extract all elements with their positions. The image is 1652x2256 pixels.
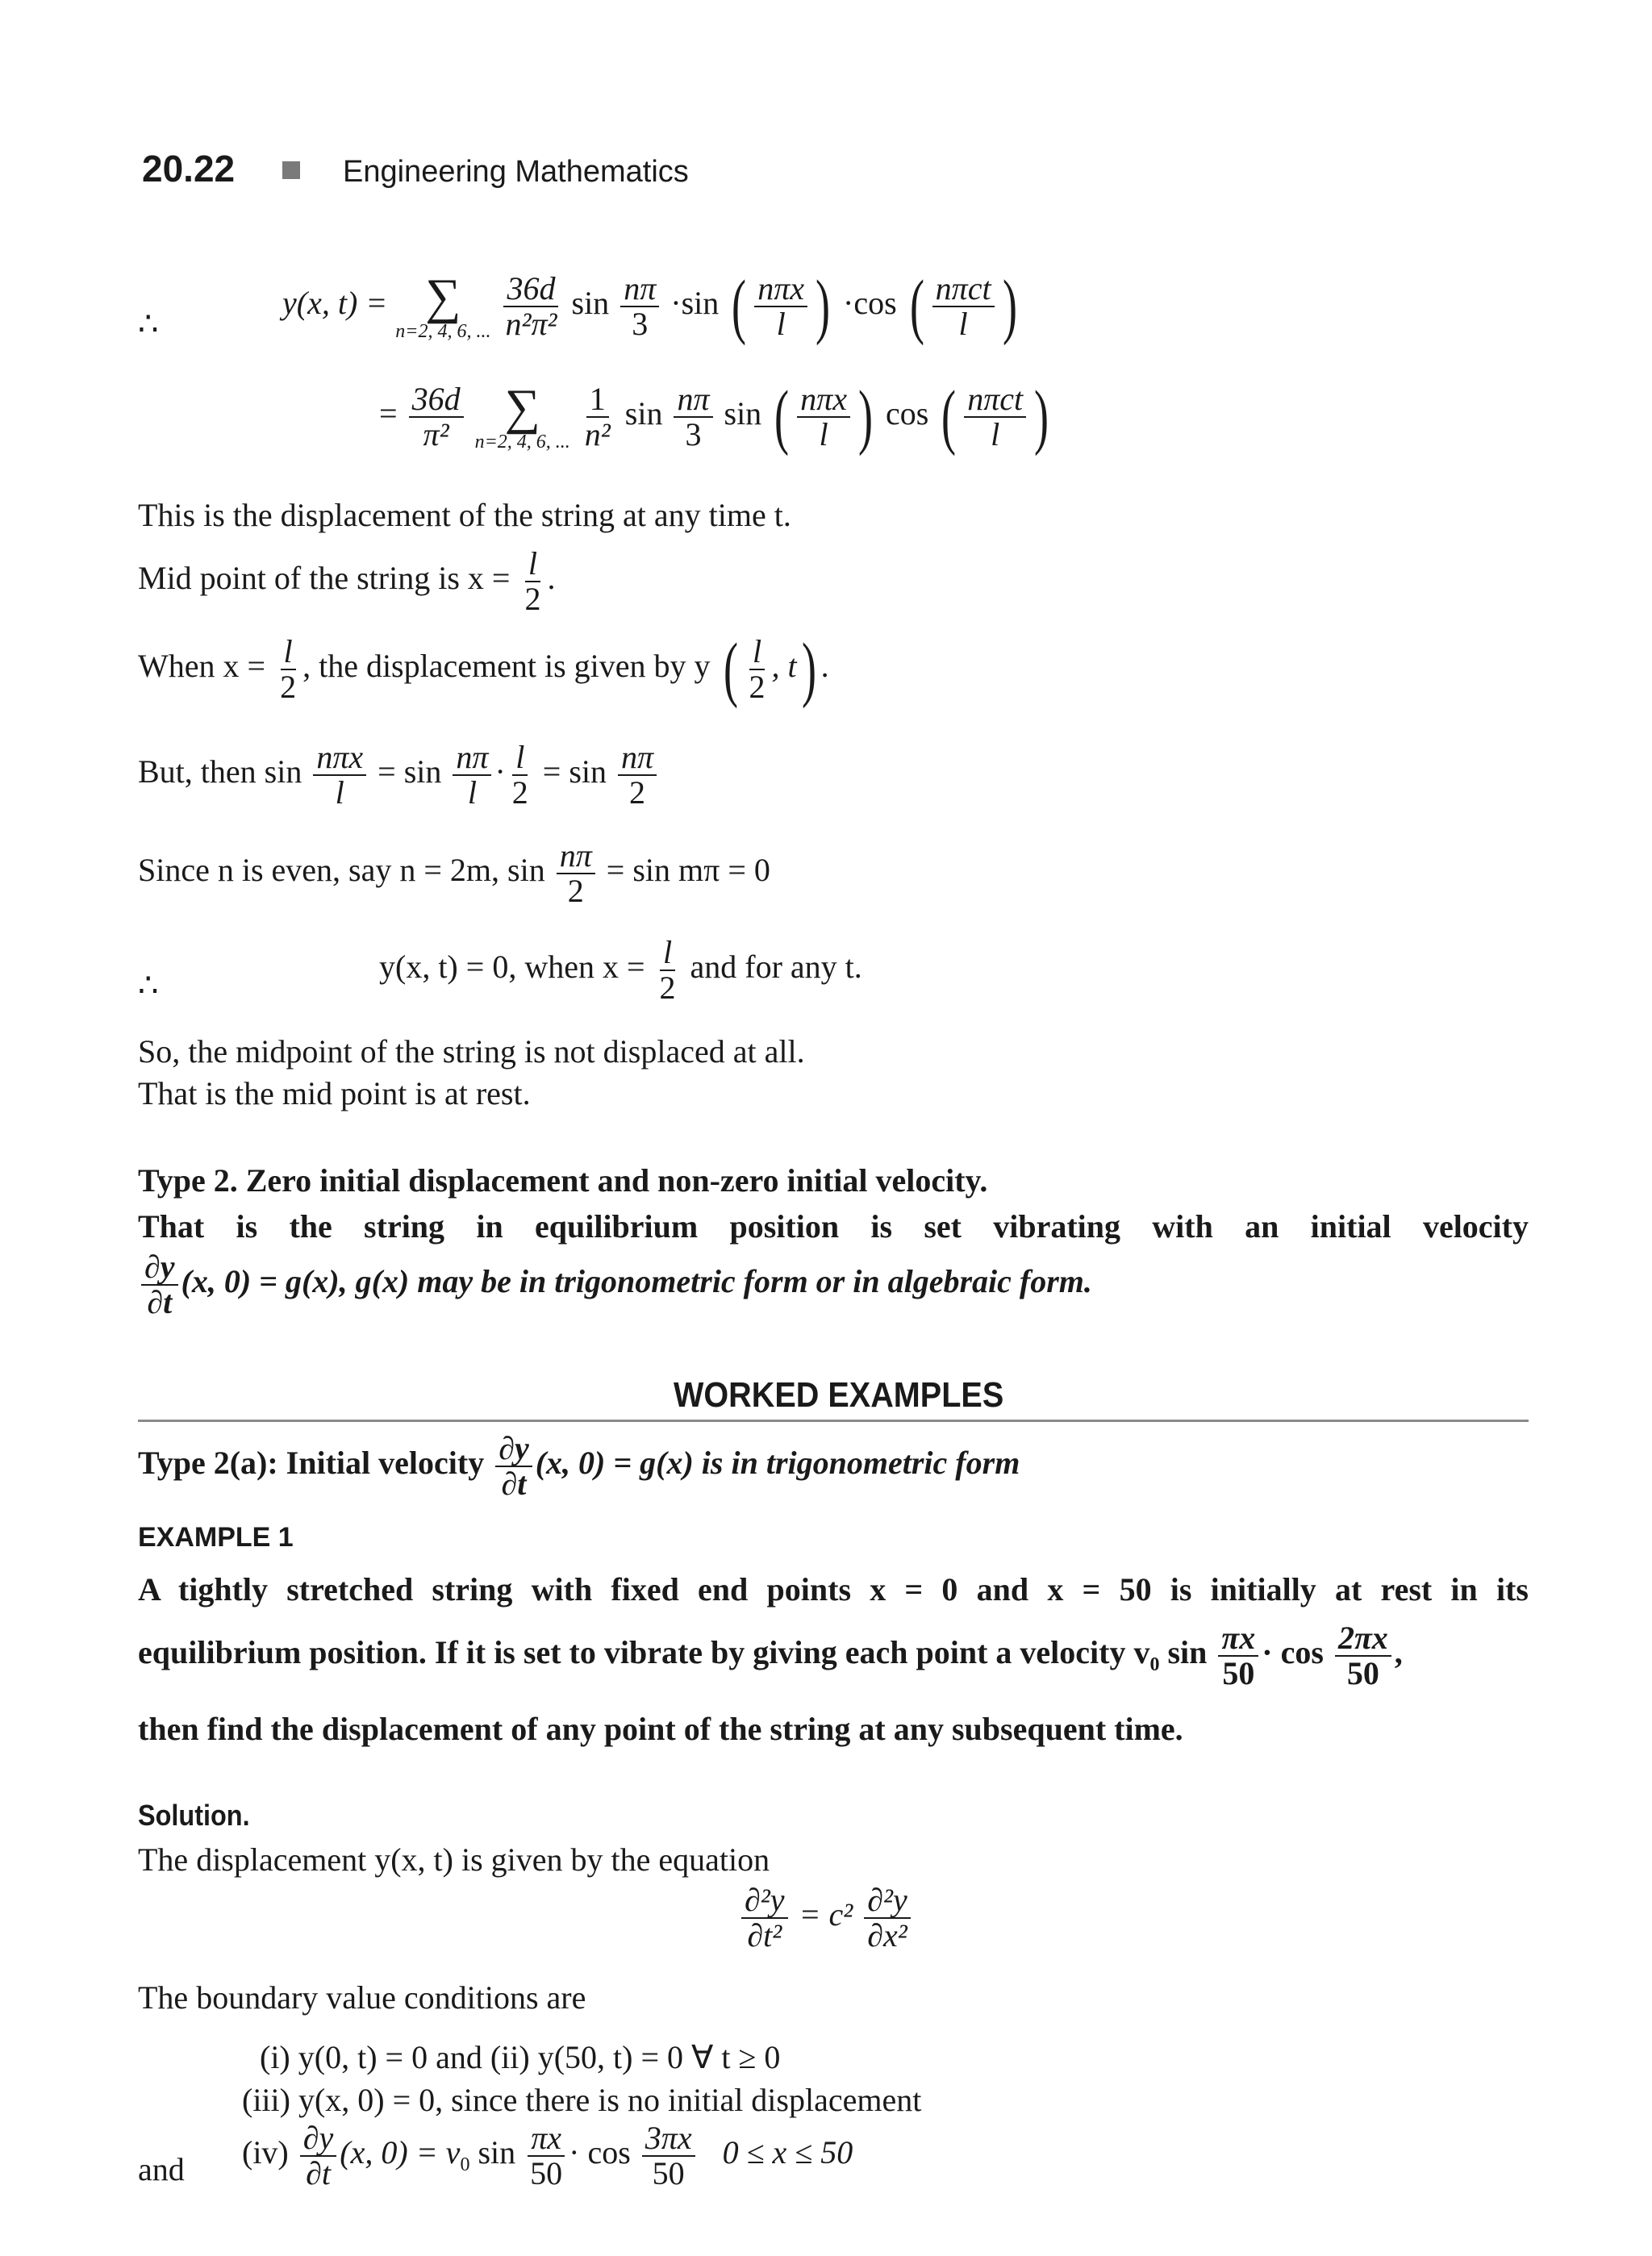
- example-label: EXAMPLE 1: [138, 1522, 294, 1553]
- example-line3: then find the displacement of any point of the string at any subsequent time.: [138, 1711, 1183, 1747]
- therefore-symbol-2: ∴: [138, 967, 159, 1003]
- type2-heading: Type 2. Zero initial displacement and non-zero initial velocity.: [138, 1162, 988, 1199]
- book-title: Engineering Mathematics: [343, 155, 689, 189]
- solution-intro: The displacement y(x, t) is given by the equation: [138, 1841, 770, 1878]
- when-line: When x = $\frac{l}{2}$ , the displacement is given by y ( $\frac{l}{2}$ , t) .: [138, 629, 829, 709]
- result-line: y(x, t) = 0, when x = $\frac{l}{2}$ and for any t.: [379, 934, 862, 1006]
- since-line: Since n is even, say n = 2m, sin $\frac{n\pi}{2}$ = sin mπ = 0: [138, 837, 770, 909]
- page-number: 20.22: [142, 148, 236, 190]
- type2-line2: That is the string in equilibrium position is set vibrating with an initial velocity: [138, 1208, 1529, 1245]
- condition-3: (iii) y(x, 0) = 0, since there is no initial displacement: [242, 2082, 922, 2118]
- not-displaced-text: So, the midpoint of the string is not displaced at all.: [138, 1033, 805, 1070]
- summation-symbol-2: ∑ n=2, 4, 6, ...: [474, 380, 570, 452]
- solution-label: Solution.: [138, 1799, 250, 1832]
- but-then-line: But, then sin $\frac{\text{nπx}}{l}$ = sin $\frac{n\pi}{l}$ · $\frac{l}{2}$ = sin $\frac{n\pi}{2}$: [138, 740, 660, 810]
- section-divider: [138, 1420, 1529, 1422]
- example-line1: A tightly stretched string with fixed end points x = 0 and x = 50 is initially at rest in its: [138, 1571, 1529, 1608]
- type2a-heading: Type 2(a): Initial velocity $\frac{\partial y}{\partial t}$ (x, 0) = g(x) is in trigonometric form: [138, 1430, 1020, 1502]
- at-rest-text: That is the mid point is at rest.: [138, 1075, 531, 1111]
- header-square-icon: [282, 161, 300, 179]
- therefore-symbol-1: ∴: [138, 306, 159, 342]
- example-line2: equilibrium position. If it is set to vibrate by giving each point a velocity $v_0$ sin $\frac{\pi x}{50}$ · cos $\frac{2\pi x}{50}$ ,: [138, 1620, 1403, 1691]
- equation-1: y(x, t) = ∑ n=2, 4, 6, ... $\frac{36d}{\text{n²π²}}$ sin $\frac{n\pi}{3}$ ·sin ( $\frac{\text{nπx}}{l}$ ) ·cos ( $\frac{\text{nπct}}{l}$ ): [282, 266, 1017, 346]
- condition-1-2: (i) y(0, t) = 0 and (ii) y(50, t) = 0 ∀ t ≥ 0: [260, 2039, 781, 2075]
- midpoint-line: Mid point of the string is x = $\frac{l}{2}$ .: [138, 545, 556, 617]
- boundary-text: The boundary value conditions are: [138, 1979, 586, 2016]
- condition-4: (iv) $\frac{\partial y}{\partial t}$ (x, $0) = v_0$ sin $\frac{\pi x}{50}$ · cos $\frac{3\pi x}{50}$ 0 ≤ x ≤ 50: [242, 2120, 853, 2191]
- displacement-text: This is the displacement of the string at any time t.: [138, 497, 791, 533]
- equation-2: = $\frac{36d}{\text{π²}}$ ∑ n=2, 4, 6, ... $\frac{1}{\text{n²}}$ sin $\frac{n\pi}{3}$ sin ( $\frac{\text{nπx}}{l}$ ) cos ( $\frac{\text{nπct}}{l}$ ): [379, 377, 1049, 457]
- type2-line3: $\frac{\partial y}{\partial t}$ (x, 0) = g(x), g(x) may be in trigonometric form or in algebraic form.: [138, 1250, 1092, 1320]
- wave-equation: $\frac{\text{∂²y}}{\text{∂t²}}$ = c² $\frac{\text{∂²y}}{\text{∂x²}}$: [738, 1883, 914, 1953]
- worked-examples-heading: WORKED EXAMPLES: [674, 1375, 1004, 1415]
- and-label: and: [138, 2151, 185, 2187]
- summation-symbol: ∑ n=2, 4, 6, ...: [395, 269, 491, 342]
